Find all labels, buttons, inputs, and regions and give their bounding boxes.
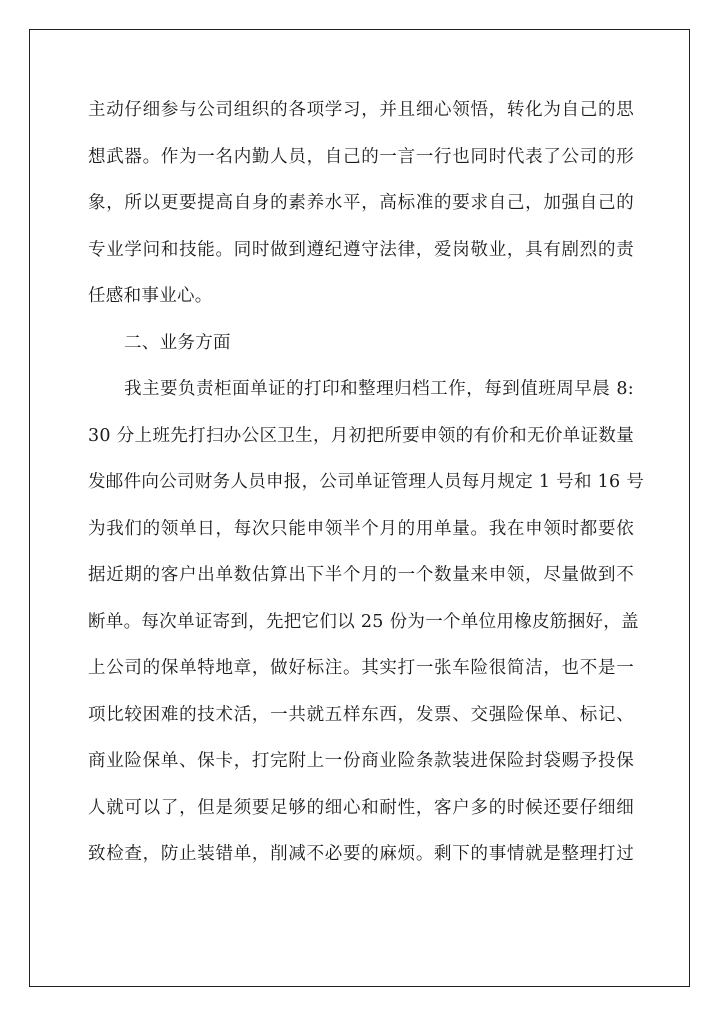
paragraph-line: 任感和事业心。 [88, 286, 213, 306]
section-heading: 二、业务方面 [124, 332, 231, 353]
paragraph-line: 项比较困难的技术活，一共就五样东西，发票、交强险保单、标记、 [88, 704, 634, 725]
paragraph-line: 我主要负责柜面单证的打印和整理归档工作，每到值班周早晨 8: [124, 379, 634, 399]
paragraph-line: 人就可以了，但是须要足够的细心和耐性，客户多的时候还要仔细细 [88, 797, 634, 818]
paragraph-line: 象，所以更要提高自身的素养水平，高标准的要求自己，加强自己的 [88, 193, 634, 213]
paragraph-line: 主动仔细参与公司组织的各项学习，并且细心领悟，转化为自己的思 [88, 100, 634, 120]
paragraph-line: 据近期的客户出单数估算出下半个月的一个数量来申领，尽量做到不 [88, 565, 634, 585]
paragraph-line: 为我们的领单日，每次只能申领半个月的用单量。我在申领时都要依 [88, 518, 634, 539]
paragraph-line: 上公司的保单特地章，做好标注。其实打一张车险很简洁，也不是一 [88, 658, 634, 678]
paragraph-line: 专业学问和技能。同时做到遵纪遵守法律，爱岗敬业，具有剧烈的责 [88, 239, 634, 260]
paragraph-line: 断单。每次单证寄到，先把它们以 25 份为一个单位用橡皮筋捆好，盖 [88, 611, 639, 632]
document-body [88, 91, 645, 882]
paragraph-line: 商业险保单、保卡，打完附上一份商业险条款装进保险封袋赐予投保 [88, 751, 634, 771]
paragraph-line: 发邮件向公司财务人员申报，公司单证管理人员每月规定 1 号和 16 号 [88, 472, 645, 492]
paragraph-line: 致检查，防止装错单，削减不必要的麻烦。剩下的事情就是整理打过 [88, 844, 634, 864]
paragraph-line: 30 分上班先打扫办公区卫生，月初把所要申领的有价和无价单证数量 [88, 425, 634, 446]
paragraph-line: 想武器。作为一名内勤人员，自己的一言一行也同时代表了公司的形 [88, 146, 634, 167]
